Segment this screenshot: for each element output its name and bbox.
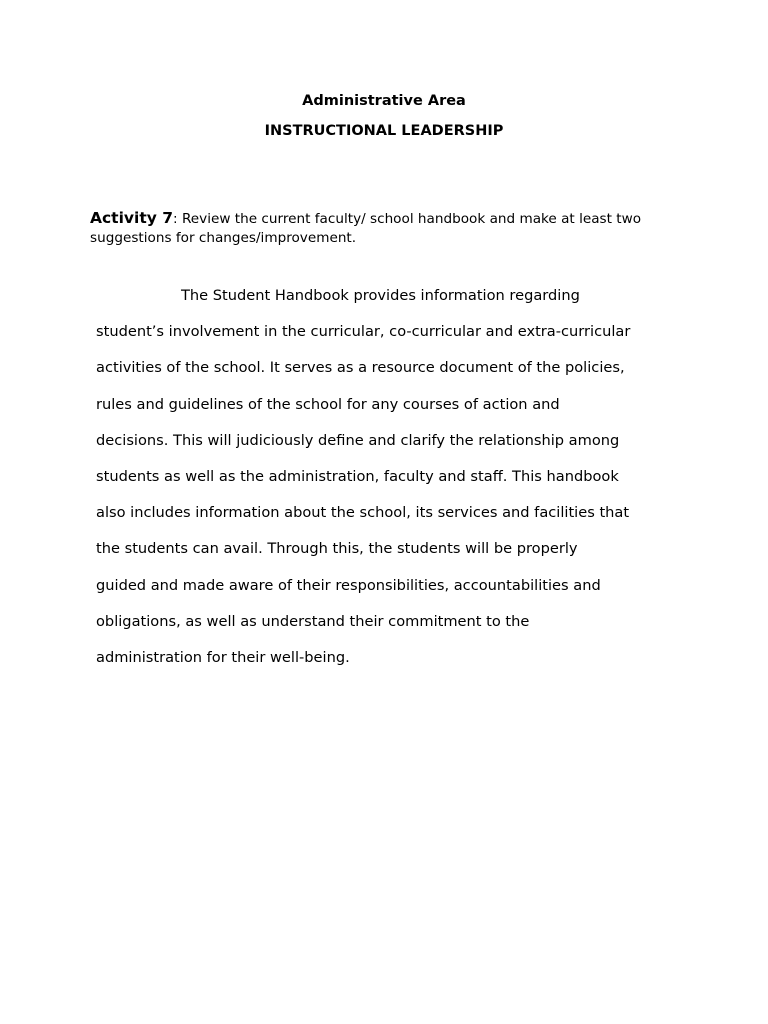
activity-label: Activity 7 [90,209,174,227]
handbook-paragraph [96,278,676,676]
paragraph-line: students as well as the administration, faculty and staff. This handbook [96,468,619,486]
paragraph-line: activities of the school. It serves as a resource document of the policies, [96,359,625,377]
paragraph-line: also includes information about the school, its services and facilities that [96,504,630,522]
paragraph-line: the students can avail. Through this, the students will be properly [96,540,578,558]
paragraph-line: student’s involvement in the curricular, co-curricular and extra-curricular [96,323,631,341]
activity-separator: : [173,211,178,227]
activity-instruction [90,209,680,248]
paragraph-line: rules and guidelines of the school for any courses of action and [96,395,560,413]
paragraph-line: guided and made aware of their responsibilities, accountabilities and [96,576,601,594]
paragraph-line: obligations, as well as understand their commitment to the [96,612,530,630]
administrative-area-title: Administrative Area [302,93,466,109]
instructional-leadership-title: INSTRUCTIONAL LEADERSHIP [264,123,504,139]
paragraph-line: The Student Handbook provides information regarding [181,287,580,304]
activity-text: Review the current faculty/ school handbook and make at least two suggestions for changes/improvement. [90,211,642,246]
paragraph-line: administration for their well-being. [96,649,350,667]
document-header [0,91,768,151]
paragraph-line: decisions. This will judiciously define and clarify the relationship among [96,431,620,449]
